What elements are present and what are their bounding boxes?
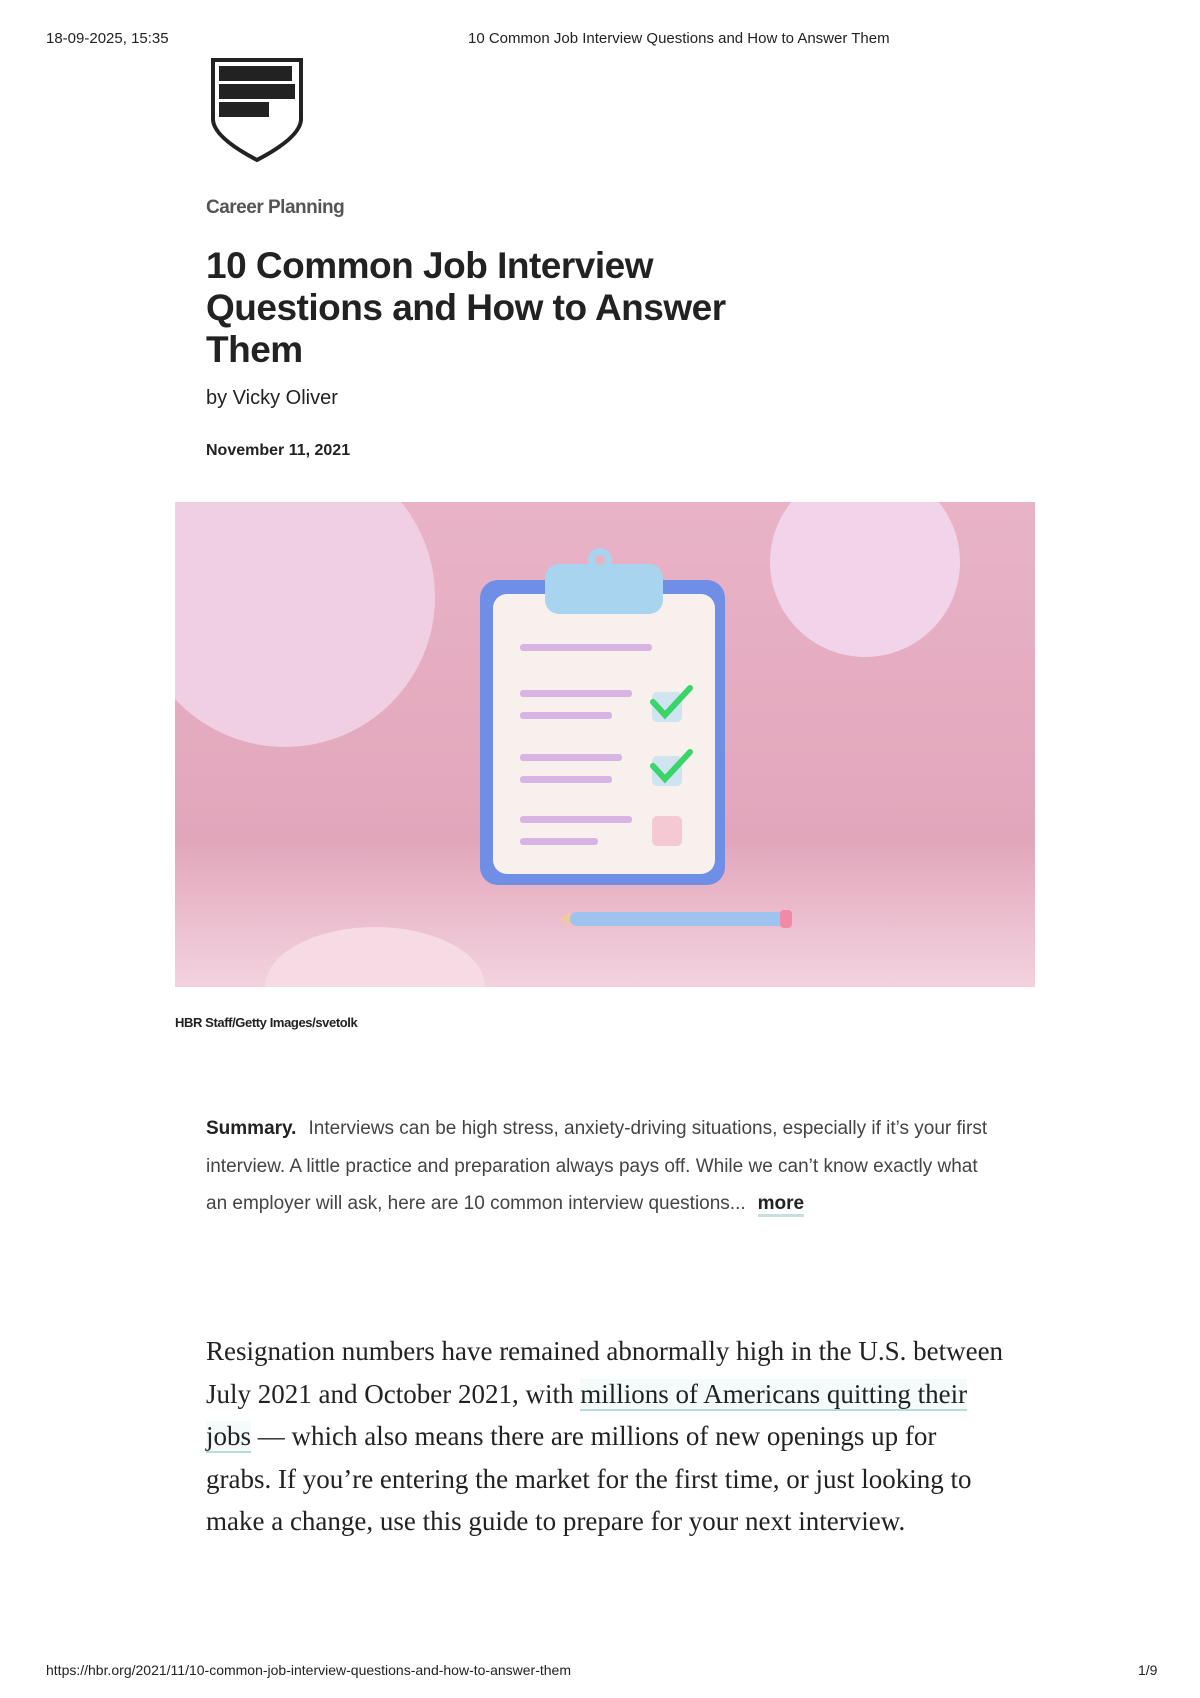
inline-link-resignations[interactable]: millions of Americans quitting their jobs [206,1378,968,1452]
print-datetime: 18-09-2025, 15:35 [46,30,169,47]
print-url: https://hbr.org/2021/11/10-common-job-interview-questions-and-how-to-answer-them [46,1662,571,1678]
author-byline[interactable]: by Vicky Oliver [206,387,338,409]
category-link[interactable]: Career Planning [206,197,345,218]
image-caption: HBR Staff/Getty Images/svetolk [175,1015,358,1030]
body-text: Resignation numbers have remained abnormally high in the U.S. between July 2021 and October 2021, with [206,1336,1004,1409]
summary-label: Summary. [206,1118,297,1139]
summary-more-link[interactable]: more [758,1193,804,1217]
hbr-logo[interactable] [210,57,304,163]
hero-image-clipboard [175,502,1035,987]
article-body-paragraph [206,1330,1006,1543]
body-text: — which also means there are millions of new openings up for grabs. If you’re entering the market for the first time, or just looking to make a change, use this guide to prepare for your next interview. [206,1421,972,1537]
print-page-title: 10 Common Job Interview Questions and How to Answer Them [468,30,890,47]
summary-text: Interviews can be high stress, anxiety-driving situations, especially if it’s your first interview. A little practice and preparation always pays off. While we can’t know exactly what an employer will ask, here are 10 common interview questions... [206,1118,988,1214]
print-page-number: 1/9 [1138,1662,1158,1678]
article-title: 10 Common Job Interview Questions and How to Answer Them [206,245,726,370]
article-summary [206,1110,996,1223]
publish-date: November 11, 2021 [206,442,351,459]
